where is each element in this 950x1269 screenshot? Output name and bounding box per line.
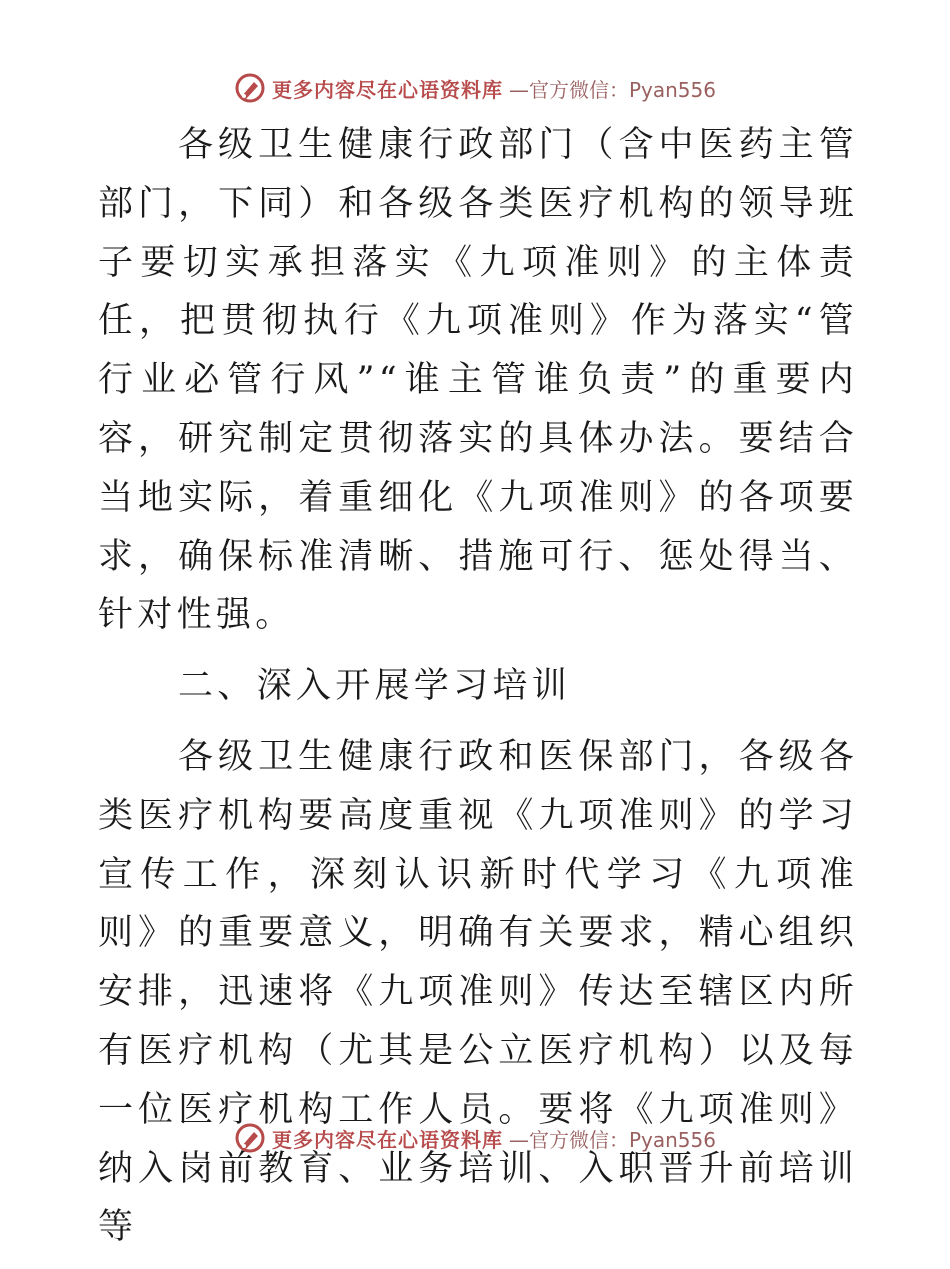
watermark-main-text: 更多内容尽在心语资料库 [271, 1127, 503, 1152]
footer-watermark [0, 1122, 950, 1154]
pen-circle-logo-icon [234, 1122, 266, 1154]
pen-circle-logo-icon [234, 72, 266, 104]
watermark-sub-text: —官方微信：Pyan556 [508, 77, 716, 102]
watermark-main-text: 更多内容尽在心语资料库 [271, 77, 503, 102]
document-body [98, 116, 858, 1269]
watermark-sub-text: —官方微信：Pyan556 [508, 1127, 716, 1152]
section-heading: 二、深入开展学习培训 [178, 666, 572, 707]
paragraph-2: 各级卫生健康行政和医保部门，各级各类医疗机构要高度重视《九项准则》的学习宣传工作，深刻认识新时代学习《九项准则》的重要意义，明确有关要求，精心组织安排，迅速将《九项准则》传达至辖区内所有医疗机构（尤其是公立医疗机构）以及每一位医疗机构工作人员。要将《九项准则》纳入岗前教育、业务培训、入职晋升前培训等 [98, 736, 858, 1248]
paragraph-1: 各级卫生健康行政部门（含中医药主管部门，下同）和各级各类医疗机构的领导班子要切实承担落实《九项准则》的主体责任，把贯彻执行《九项准则》作为落实“管行业必管行风”“谁主管谁负责”的重要内容，研究制定贯彻落实的具体办法。要结合当地实际，着重细化《九项准则》的各项要求，确保标准清晰、措施可行、惩处得当、针对性强。 [98, 125, 858, 636]
header-watermark [0, 72, 950, 104]
